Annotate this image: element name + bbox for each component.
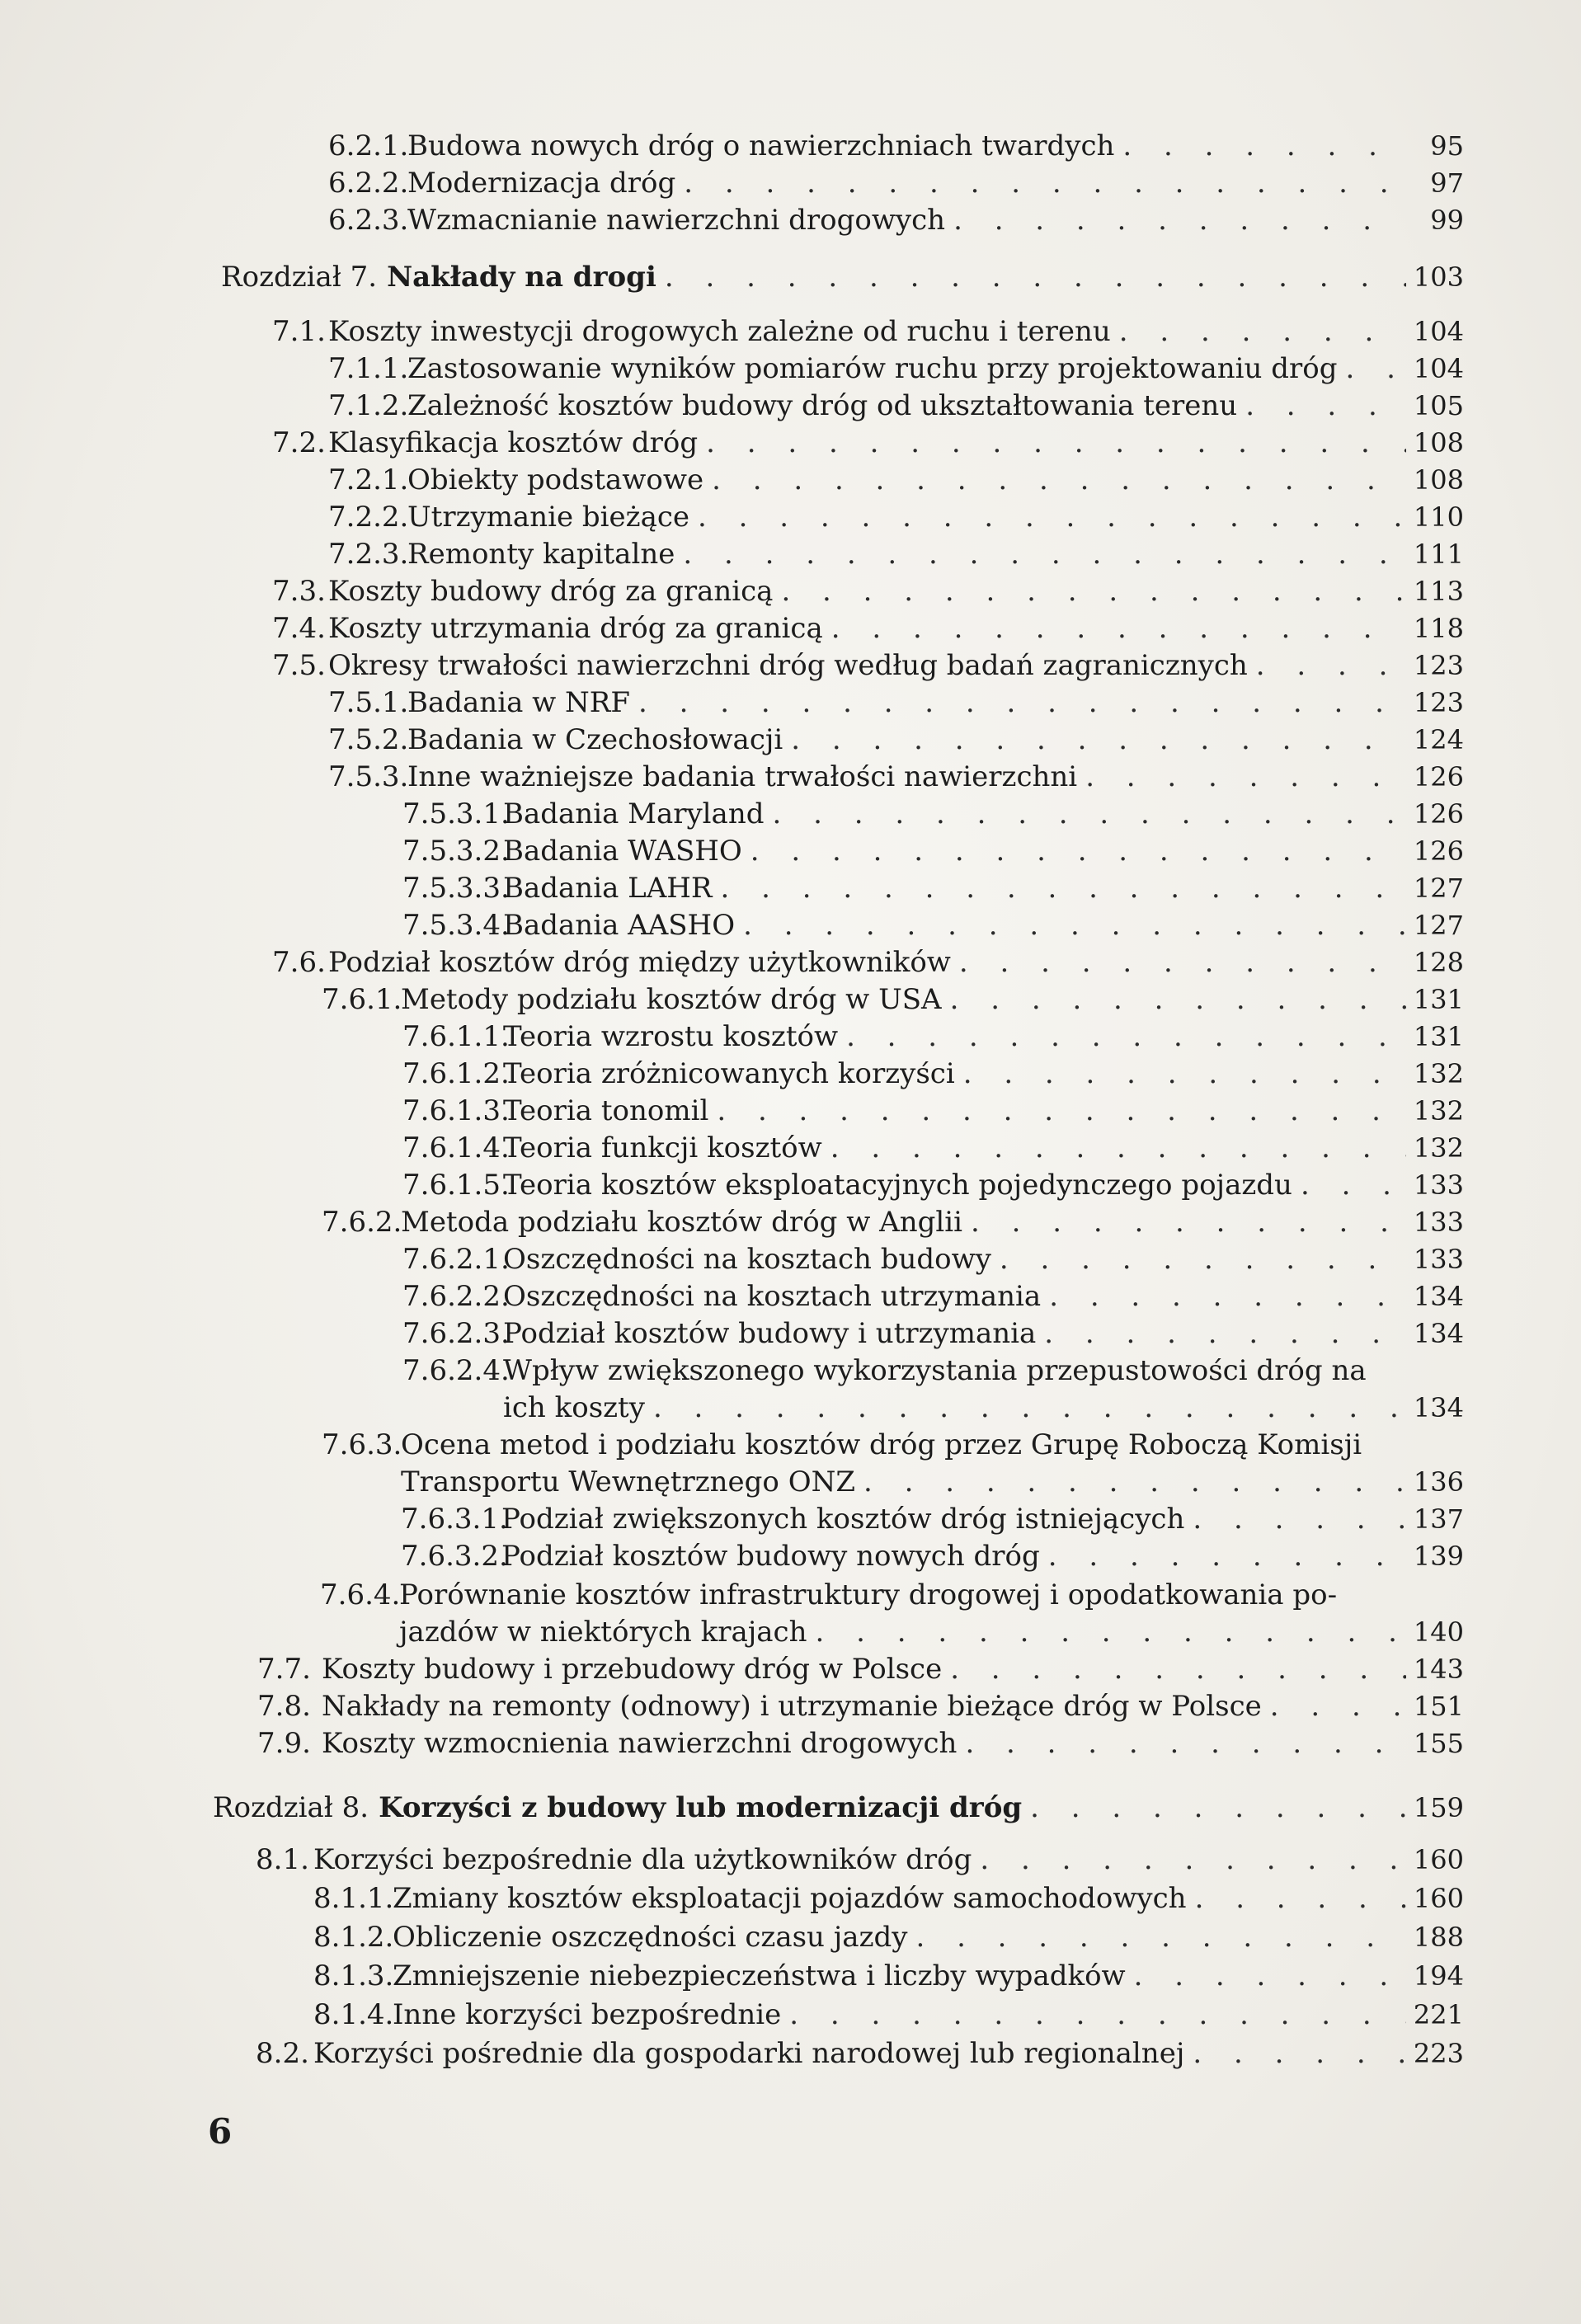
toc-entry (328, 165, 1464, 201)
toc-entry-continuation (401, 1464, 1464, 1500)
toc-page: 104 (1413, 353, 1464, 384)
toc-entry (402, 1241, 1464, 1277)
toc-page: 110 (1413, 501, 1464, 533)
toc-entry (328, 388, 1464, 424)
toc-page: 132 (1413, 1058, 1464, 1089)
toc-title: Podział zwiększonych kosztów dróg istniejących (501, 1503, 1185, 1536)
toc-title: Wzmacnianie nawierzchni drogowych (407, 204, 946, 237)
toc-number: 7.6.1.4. (402, 1131, 510, 1164)
toc-entry (322, 1427, 1464, 1463)
toc-page: 133 (1413, 1207, 1464, 1238)
toc-entry (402, 1353, 1464, 1389)
toc-number: 7.6.1.5. (402, 1169, 510, 1202)
toc-entry (256, 2035, 1464, 2072)
toc-title: Podział kosztów budowy i utrzymania (503, 1317, 1037, 1350)
toc-page: 139 (1413, 1541, 1464, 1572)
page-number: 6 (208, 2111, 233, 2152)
toc-number: 7.1.2. (328, 389, 409, 422)
toc-number: 7.2.3. (328, 538, 409, 571)
toc-page: 133 (1413, 1169, 1464, 1201)
toc-chapter-number: Rozdział 8. (213, 1791, 369, 1824)
toc-title: Oszczędności na kosztach budowy (503, 1243, 991, 1276)
toc-title-continued: ich koszty (503, 1391, 645, 1424)
toc-title: Inne korzyści bezpośrednie (393, 1998, 782, 2031)
toc-entry (328, 462, 1464, 498)
toc-title: Badania LAHR (503, 872, 713, 905)
toc-number: 7.6.3.2. (401, 1540, 508, 1573)
toc-chapter (221, 259, 1464, 295)
toc-number: 7.5.1. (328, 686, 409, 719)
toc-title: Podział kosztów dróg między użytkowników (328, 946, 951, 979)
toc-entry (328, 759, 1464, 795)
toc-number: 7.6.2.4. (402, 1354, 510, 1387)
toc-page: 194 (1413, 1960, 1464, 1992)
toc-page: 108 (1413, 427, 1464, 459)
toc-title: Koszty budowy i przebudowy dróg w Polsce (322, 1653, 943, 1686)
toc-page: 132 (1413, 1095, 1464, 1127)
toc-title: Teoria wzrostu kosztów (503, 1020, 839, 1053)
toc-page: 99 (1430, 205, 1464, 236)
toc-number: 7.6. (272, 946, 326, 979)
toc-page: 103 (1413, 261, 1464, 293)
toc-number: 7.6.2.3. (402, 1317, 510, 1350)
toc-title: Zastosowanie wyników pomiarów ruchu przy projektowaniu dróg (407, 352, 1338, 385)
toc-number: 6.2.2. (328, 167, 409, 200)
toc-title: Korzyści pośrednie dla gospodarki narodowej lub regionalnej (313, 2037, 1185, 2070)
toc-title: Zmniejszenie niebezpieczeństwa i liczby wypadków (393, 1959, 1126, 1992)
toc-entry (322, 1204, 1464, 1240)
toc-entry (257, 1688, 1464, 1724)
toc-number: 7.5.3.4. (402, 909, 510, 942)
toc-title: Zależność kosztów budowy dróg od ukształtowania terenu (407, 389, 1238, 422)
toc-number: 7.8. (257, 1690, 311, 1723)
toc-entry (328, 499, 1464, 535)
toc-page: 118 (1413, 613, 1464, 644)
toc-title: Utrzymanie bieżące (407, 501, 690, 534)
toc-number: 7.9. (257, 1727, 311, 1760)
toc-entry (313, 1919, 1464, 1955)
toc-number: 7.6.1.1. (402, 1020, 510, 1053)
toc-entry (402, 1093, 1464, 1129)
toc-number: 7.6.3. (322, 1428, 402, 1461)
toc-entry (402, 833, 1464, 869)
toc-number: 7.1. (272, 315, 326, 348)
toc-number: 7.7. (257, 1653, 311, 1686)
toc-title: Okresy trwałości nawierzchni dróg według badań zagranicznych (328, 649, 1248, 682)
toc-page: 132 (1413, 1132, 1464, 1164)
toc-page: 131 (1413, 984, 1464, 1015)
toc-number: 7.3. (272, 575, 326, 608)
toc-page: 105 (1413, 390, 1464, 421)
toc-entry (272, 425, 1464, 461)
toc-entry (402, 1056, 1464, 1092)
toc-page: 97 (1430, 167, 1464, 199)
toc-number: 7.5. (272, 649, 326, 682)
toc-page: 223 (1413, 2038, 1464, 2069)
toc-title: Koszty utrzymania dróg za granicą (328, 612, 823, 645)
toc-entry (320, 1577, 1464, 1613)
toc-number: 7.5.2. (328, 723, 409, 756)
toc-title-continued: jazdów w niektórych krajach (399, 1616, 807, 1649)
toc-title: Inne ważniejsze badania trwałości nawierzchni (407, 760, 1078, 793)
toc-entry (313, 1880, 1464, 1917)
toc-entry-continuation (503, 1390, 1464, 1426)
toc-page: 124 (1413, 724, 1464, 755)
toc-page: 137 (1413, 1503, 1464, 1535)
toc-title: Koszty inwestycji drogowych zależne od ruchu i terenu (328, 315, 1111, 348)
toc-title: Badania Maryland (503, 797, 765, 830)
toc-title: Porównanie kosztów infrastruktury drogowej i opodatkowania po- (399, 1578, 1338, 1611)
toc-title: Ocena metod i podziału kosztów dróg przez Grupę Roboczą Komisji (401, 1428, 1362, 1461)
toc-page: 134 (1413, 1392, 1464, 1423)
toc-number: 7.4. (272, 612, 326, 645)
toc-title: Remonty kapitalne (407, 538, 675, 571)
toc-title-continued: Transportu Wewnętrznego ONZ (401, 1465, 855, 1498)
toc-entry (272, 313, 1464, 350)
toc-entry (313, 1958, 1464, 1994)
toc-title: Obliczenie oszczędności czasu jazdy (393, 1921, 908, 1954)
toc-number: 7.6.1.3. (402, 1094, 510, 1127)
toc-number: 7.6.2. (322, 1206, 402, 1239)
toc-page: 188 (1413, 1922, 1464, 1953)
toc-page: 126 (1413, 761, 1464, 793)
toc-page: 159 (1413, 1792, 1464, 1823)
toc-page: 133 (1413, 1244, 1464, 1275)
toc-chapter-title: Nakłady na drogi (387, 261, 656, 294)
toc-title: Zmiany kosztów eksploatacji pojazdów samochodowych (393, 1882, 1187, 1915)
toc-page: 134 (1413, 1318, 1464, 1349)
toc-title: Teoria kosztów eksploatacyjnych pojedynczego pojazdu (503, 1169, 1292, 1202)
toc-number: 7.5.3.1. (402, 797, 510, 830)
toc-page: 95 (1430, 130, 1464, 162)
toc-title: Klasyfikacja kosztów dróg (328, 426, 699, 459)
toc-entry (402, 796, 1464, 832)
toc-entry (313, 1997, 1464, 2033)
toc-entry (322, 981, 1464, 1018)
toc-entry (402, 1167, 1464, 1203)
toc-page: 104 (1413, 316, 1464, 347)
toc-number: 7.6.1.2. (402, 1057, 510, 1090)
toc-number: 7.2.1. (328, 463, 409, 496)
toc-number: 7.5.3. (328, 760, 409, 793)
toc-page: 126 (1413, 798, 1464, 830)
toc-entry (402, 1019, 1464, 1055)
toc-title: Badania w Czechosłowacji (407, 723, 783, 756)
toc-page: 143 (1413, 1654, 1464, 1685)
toc-number: 6.2.3. (328, 204, 409, 237)
toc-entry (401, 1501, 1464, 1537)
toc-number: 8.1. (256, 1843, 309, 1876)
toc-page: 123 (1413, 650, 1464, 681)
toc-entry (328, 202, 1464, 238)
toc-title: Teoria funkcji kosztów (503, 1131, 822, 1164)
toc-page: 221 (1413, 1999, 1464, 2030)
toc-entry (402, 1130, 1464, 1166)
toc-number: 8.1.2. (313, 1921, 394, 1954)
toc-title: Podział kosztów budowy nowych dróg (501, 1540, 1040, 1573)
toc-number: 8.1.1. (313, 1882, 394, 1915)
toc-entry (328, 350, 1464, 387)
toc-entry (272, 944, 1464, 981)
toc-page: 108 (1413, 464, 1464, 496)
toc-entry (328, 722, 1464, 758)
toc-title: Koszty budowy dróg za granicą (328, 575, 774, 608)
toc-page: 127 (1413, 910, 1464, 941)
toc-number: 7.5.3.2. (402, 835, 510, 868)
toc-title: Metoda podziału kosztów dróg w Anglii (401, 1206, 962, 1239)
toc-entry (328, 536, 1464, 572)
toc-chapter (213, 1790, 1464, 1826)
toc-title: Budowa nowych dróg o nawierzchniach twardych (407, 129, 1115, 162)
toc-chapter-title: Korzyści z budowy lub modernizacji dróg (379, 1791, 1023, 1824)
toc-title: Koszty wzmocnienia nawierzchni drogowych (322, 1727, 958, 1760)
toc-entry (328, 128, 1464, 164)
toc-title: Korzyści bezpośrednie dla użytkowników dróg (313, 1843, 972, 1876)
toc-entry-continuation (399, 1614, 1464, 1650)
toc-number: 7.6.2.2. (402, 1280, 510, 1313)
toc-title: Teoria tonomil (503, 1094, 709, 1127)
toc-entry (402, 1315, 1464, 1352)
toc-title: Wpływ zwiększonego wykorzystania przepustowości dróg na (503, 1354, 1367, 1387)
toc-entry (257, 1651, 1464, 1687)
toc-entry (256, 1842, 1464, 1878)
toc-title: Modernizacja dróg (407, 167, 676, 200)
toc-title: Metody podziału kosztów dróg w USA (401, 983, 942, 1016)
toc-entry (272, 610, 1464, 647)
toc-entry (401, 1538, 1464, 1574)
toc-number: 7.6.4. (320, 1578, 401, 1611)
toc-number: 7.6.3.1. (401, 1503, 508, 1536)
toc-entry (402, 870, 1464, 906)
toc-chapter-number: Rozdział 7. (221, 261, 378, 294)
toc-number: 7.6.2.1. (402, 1243, 510, 1276)
toc-page: 151 (1413, 1691, 1464, 1722)
toc-entry (272, 647, 1464, 684)
toc-page: 160 (1413, 1883, 1464, 1914)
toc-entry (257, 1725, 1464, 1762)
toc-title: Badania AASHO (503, 909, 736, 942)
toc-title: Oszczędności na kosztach utrzymania (503, 1280, 1042, 1313)
toc-entry (402, 907, 1464, 943)
toc-page: 113 (1413, 576, 1464, 607)
toc-number: 7.1.1. (328, 352, 409, 385)
toc-page: 128 (1413, 947, 1464, 978)
toc-page: 140 (1413, 1616, 1464, 1648)
toc-title: Obiekty podstawowe (407, 463, 704, 496)
toc-entry (328, 684, 1464, 721)
toc-number: 7.2.2. (328, 501, 409, 534)
toc-entry (272, 573, 1464, 609)
toc-number: 7.6.1. (322, 983, 402, 1016)
toc-number: 6.2.1. (328, 129, 409, 162)
toc-title: Badania w NRF (407, 686, 630, 719)
toc-page: 123 (1413, 687, 1464, 718)
toc-number: 7.2. (272, 426, 326, 459)
toc-page: 160 (1413, 1844, 1464, 1875)
toc-number: 7.5.3.3. (402, 872, 510, 905)
toc-title: Badania WASHO (503, 835, 742, 868)
toc-page: 155 (1413, 1728, 1464, 1759)
toc-number: 8.1.3. (313, 1959, 394, 1992)
toc-page: 131 (1413, 1021, 1464, 1052)
toc-page: 127 (1413, 873, 1464, 904)
toc-number: 8.2. (256, 2037, 309, 2070)
toc-page: 126 (1413, 835, 1464, 867)
toc-page: 136 (1413, 1466, 1464, 1498)
toc-page: 111 (1413, 539, 1464, 570)
toc-title: Teoria zróżnicowanych korzyści (503, 1057, 955, 1090)
toc-page: 134 (1413, 1281, 1464, 1312)
toc-entry (402, 1278, 1464, 1315)
toc-title: Nakłady na remonty (odnowy) i utrzymanie bieżące dróg w Polsce (322, 1690, 1262, 1723)
toc-number: 8.1.4. (313, 1998, 394, 2031)
